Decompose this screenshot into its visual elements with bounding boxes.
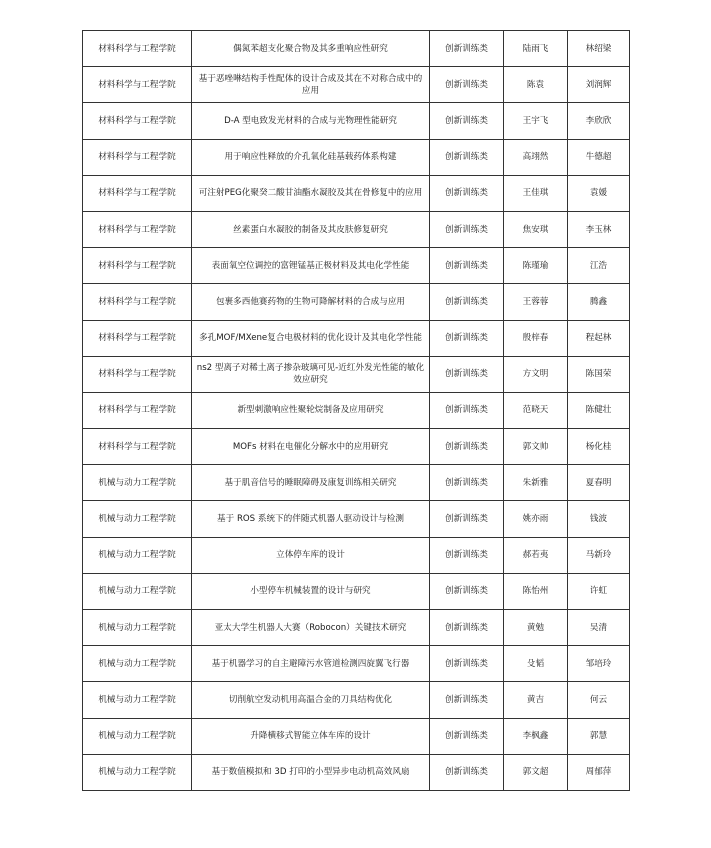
project-title-cell: 基于数值模拟和 3D 打印的小型异步电动机高效风扇 xyxy=(192,754,430,790)
project-type-cell: 创新训练类 xyxy=(430,429,504,465)
advisor-name-cell: 李欣欣 xyxy=(568,103,630,139)
leader-name-cell: 黄吉 xyxy=(504,682,568,718)
project-type-cell: 创新训练类 xyxy=(430,465,504,501)
college-cell: 机械与动力工程学院 xyxy=(83,754,192,790)
leader-name-cell: 郝若夷 xyxy=(504,537,568,573)
project-title-cell: 可注射PEG化聚癸二酸甘油酯水凝胶及其在骨修复中的应用 xyxy=(192,175,430,211)
project-type-cell: 创新训练类 xyxy=(430,103,504,139)
project-title-cell: 基于 ROS 系统下的伴随式机器人驱动设计与检测 xyxy=(192,501,430,537)
table-row xyxy=(83,103,630,139)
college-cell: 机械与动力工程学院 xyxy=(83,501,192,537)
leader-name-cell: 陆雨飞 xyxy=(504,31,568,67)
leader-name-cell: 李枫鑫 xyxy=(504,718,568,754)
table-row xyxy=(83,501,630,537)
leader-name-cell: 范晓天 xyxy=(504,392,568,428)
college-cell: 材料科学与工程学院 xyxy=(83,284,192,320)
leader-name-cell: 郭文帅 xyxy=(504,429,568,465)
leader-name-cell: 王蓉蓉 xyxy=(504,284,568,320)
table-row xyxy=(83,610,630,646)
advisor-name-cell: 何云 xyxy=(568,682,630,718)
advisor-name-cell: 袁媛 xyxy=(568,175,630,211)
project-title-cell: 基于恶唑啉结构手性配体的设计合成及其在不对称合成中的应用 xyxy=(192,67,430,103)
advisor-name-cell: 陈健壮 xyxy=(568,392,630,428)
project-type-cell: 创新训练类 xyxy=(430,754,504,790)
table-row xyxy=(83,754,630,790)
leader-name-cell: 殳韬 xyxy=(504,646,568,682)
project-type-cell: 创新训练类 xyxy=(430,392,504,428)
leader-name-cell: 姚亦雨 xyxy=(504,501,568,537)
advisor-name-cell: 邹培玲 xyxy=(568,646,630,682)
leader-name-cell: 朱新雅 xyxy=(504,465,568,501)
project-type-cell: 创新训练类 xyxy=(430,501,504,537)
table-row xyxy=(83,139,630,175)
advisor-name-cell: 程起林 xyxy=(568,320,630,356)
project-title-cell: 升降横移式智能立体车库的设计 xyxy=(192,718,430,754)
table-body xyxy=(83,31,630,791)
leader-name-cell: 黄勉 xyxy=(504,610,568,646)
project-type-cell: 创新训练类 xyxy=(430,248,504,284)
table-row xyxy=(83,248,630,284)
leader-name-cell: 陈怡州 xyxy=(504,573,568,609)
college-cell: 材料科学与工程学院 xyxy=(83,320,192,356)
leader-name-cell: 焦安琪 xyxy=(504,211,568,247)
project-type-cell: 创新训练类 xyxy=(430,682,504,718)
project-type-cell: 创新训练类 xyxy=(430,356,504,392)
advisor-name-cell: 牛德超 xyxy=(568,139,630,175)
college-cell: 机械与动力工程学院 xyxy=(83,646,192,682)
advisor-name-cell: 林绍梁 xyxy=(568,31,630,67)
college-cell: 材料科学与工程学院 xyxy=(83,67,192,103)
table-row xyxy=(83,284,630,320)
project-type-cell: 创新训练类 xyxy=(430,537,504,573)
advisor-name-cell: 马新玲 xyxy=(568,537,630,573)
college-cell: 材料科学与工程学院 xyxy=(83,429,192,465)
leader-name-cell: 方文明 xyxy=(504,356,568,392)
college-cell: 机械与动力工程学院 xyxy=(83,610,192,646)
project-title-cell: 包裹多西他赛药物的生物可降解材料的合成与应用 xyxy=(192,284,430,320)
advisor-name-cell: 吴清 xyxy=(568,610,630,646)
college-cell: 材料科学与工程学院 xyxy=(83,103,192,139)
advisor-name-cell: 刘润辉 xyxy=(568,67,630,103)
college-cell: 材料科学与工程学院 xyxy=(83,175,192,211)
leader-name-cell: 王宇飞 xyxy=(504,103,568,139)
project-list-table xyxy=(82,30,630,791)
project-type-cell: 创新训练类 xyxy=(430,718,504,754)
project-type-cell: 创新训练类 xyxy=(430,646,504,682)
advisor-name-cell: 钱波 xyxy=(568,501,630,537)
leader-name-cell: 高翊然 xyxy=(504,139,568,175)
college-cell: 机械与动力工程学院 xyxy=(83,718,192,754)
college-cell: 材料科学与工程学院 xyxy=(83,31,192,67)
table-row xyxy=(83,320,630,356)
advisor-name-cell: 杨化桂 xyxy=(568,429,630,465)
college-cell: 机械与动力工程学院 xyxy=(83,573,192,609)
college-cell: 材料科学与工程学院 xyxy=(83,211,192,247)
table-row xyxy=(83,646,630,682)
project-title-cell: 立体停车库的设计 xyxy=(192,537,430,573)
project-title-cell: 多孔MOF/MXene复合电极材料的优化设计及其电化学性能 xyxy=(192,320,430,356)
college-cell: 材料科学与工程学院 xyxy=(83,356,192,392)
leader-name-cell: 殷梓春 xyxy=(504,320,568,356)
college-cell: 材料科学与工程学院 xyxy=(83,139,192,175)
project-title-cell: D-A 型电致发光材料的合成与光物理性能研究 xyxy=(192,103,430,139)
advisor-name-cell: 腾鑫 xyxy=(568,284,630,320)
table-row xyxy=(83,429,630,465)
table-row xyxy=(83,718,630,754)
table-row xyxy=(83,67,630,103)
table-row xyxy=(83,211,630,247)
table-row xyxy=(83,537,630,573)
leader-name-cell: 陈袁 xyxy=(504,67,568,103)
table-row xyxy=(83,392,630,428)
project-title-cell: 新型刺激响应性聚轮烷制备及应用研究 xyxy=(192,392,430,428)
table-row xyxy=(83,175,630,211)
leader-name-cell: 王佳琪 xyxy=(504,175,568,211)
project-title-cell: 小型停车机械装置的设计与研究 xyxy=(192,573,430,609)
project-title-cell: 切削航空发动机用高温合金的刀具结构优化 xyxy=(192,682,430,718)
project-type-cell: 创新训练类 xyxy=(430,284,504,320)
project-type-cell: 创新训练类 xyxy=(430,320,504,356)
project-title-cell: 亚太大学生机器人大赛（Robocon）关键技术研究 xyxy=(192,610,430,646)
project-type-cell: 创新训练类 xyxy=(430,67,504,103)
table-row xyxy=(83,465,630,501)
college-cell: 机械与动力工程学院 xyxy=(83,465,192,501)
table-row xyxy=(83,356,630,392)
college-cell: 机械与动力工程学院 xyxy=(83,682,192,718)
college-cell: 材料科学与工程学院 xyxy=(83,248,192,284)
project-title-cell: ns2 型离子对稀土离子掺杂玻璃可见-近红外发光性能的敏化效应研究 xyxy=(192,356,430,392)
advisor-name-cell: 江浩 xyxy=(568,248,630,284)
project-title-cell: 偶氮苯超支化聚合物及其多重响应性研究 xyxy=(192,31,430,67)
advisor-name-cell: 许虹 xyxy=(568,573,630,609)
project-type-cell: 创新训练类 xyxy=(430,573,504,609)
leader-name-cell: 郭文超 xyxy=(504,754,568,790)
project-title-cell: 丝素蛋白水凝胶的制备及其皮肤修复研究 xyxy=(192,211,430,247)
advisor-name-cell: 夏春明 xyxy=(568,465,630,501)
advisor-name-cell: 郭慧 xyxy=(568,718,630,754)
advisor-name-cell: 陈国荣 xyxy=(568,356,630,392)
project-title-cell: 基于肌音信号的睡眠障碍及康复训练相关研究 xyxy=(192,465,430,501)
project-type-cell: 创新训练类 xyxy=(430,139,504,175)
project-title-cell: MOFs 材料在电催化分解水中的应用研究 xyxy=(192,429,430,465)
project-type-cell: 创新训练类 xyxy=(430,31,504,67)
project-type-cell: 创新训练类 xyxy=(430,610,504,646)
leader-name-cell: 陈瑾瑜 xyxy=(504,248,568,284)
table-row xyxy=(83,682,630,718)
advisor-name-cell: 周郁萍 xyxy=(568,754,630,790)
advisor-name-cell: 李玉林 xyxy=(568,211,630,247)
project-title-cell: 表面氧空位调控的富锂锰基正极材料及其电化学性能 xyxy=(192,248,430,284)
project-type-cell: 创新训练类 xyxy=(430,211,504,247)
table-row xyxy=(83,573,630,609)
project-type-cell: 创新训练类 xyxy=(430,175,504,211)
project-title-cell: 用于响应性释放的介孔氧化硅基载药体系构建 xyxy=(192,139,430,175)
college-cell: 机械与动力工程学院 xyxy=(83,537,192,573)
college-cell: 材料科学与工程学院 xyxy=(83,392,192,428)
table-row xyxy=(83,31,630,67)
project-title-cell: 基于机器学习的自主避障污水管道检测四旋翼飞行器 xyxy=(192,646,430,682)
